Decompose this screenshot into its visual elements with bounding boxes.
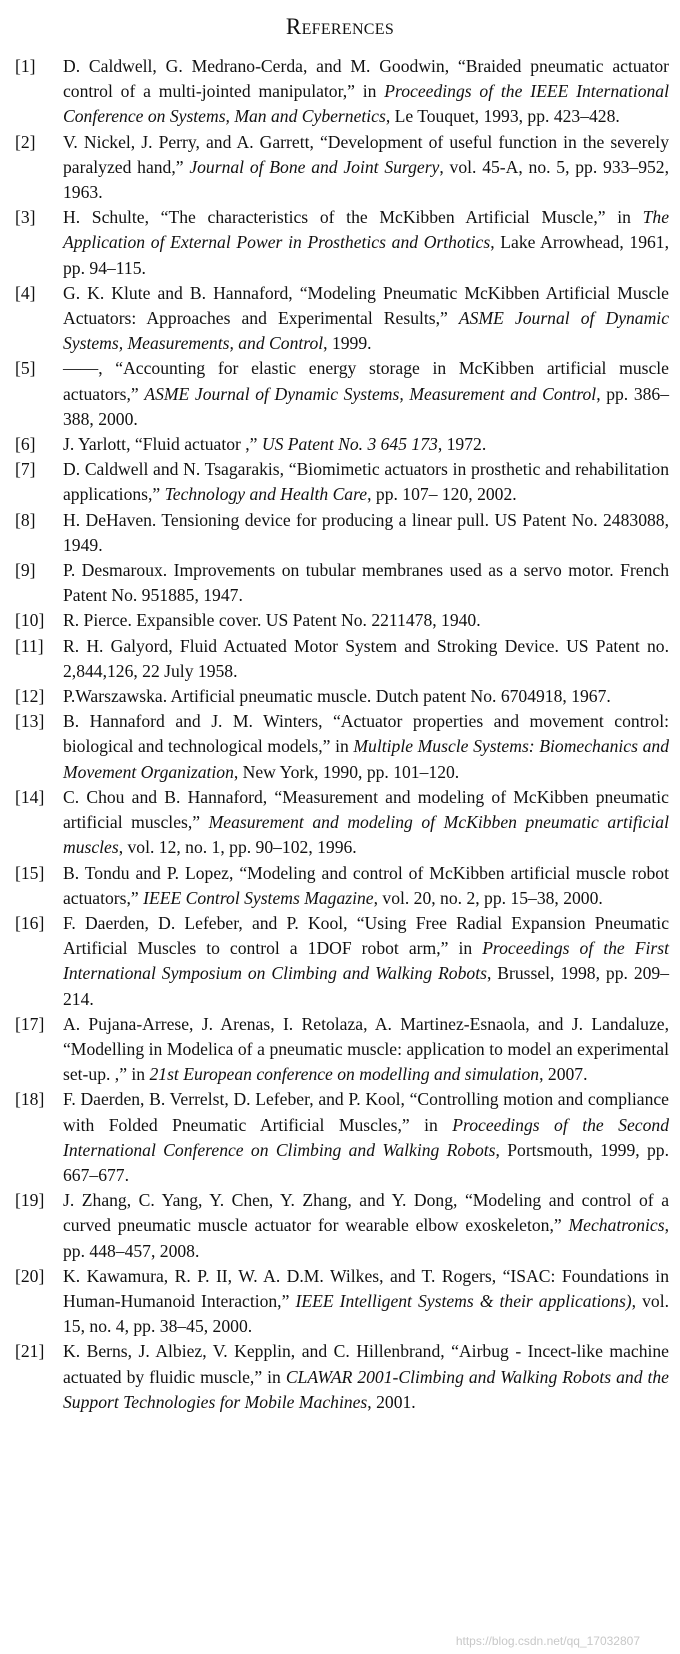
reference-text <box>63 54 669 130</box>
reference-text <box>63 634 669 684</box>
reference-text-part: , vol. 20, no. 2, pp. 15–38, 2000. <box>373 887 603 908</box>
reference-text <box>63 130 669 206</box>
reference-text-part: , vol. 15, no. 4, pp. 38–45, 2000. <box>63 1290 669 1337</box>
reference-item <box>0 54 680 130</box>
reference-item <box>0 608 680 633</box>
reference-source: CLAWAR 2001-Climbing and Walking Robots and the Support Technologies for Mobile Machines <box>63 1366 669 1412</box>
reference-number: [21] <box>15 1341 45 1362</box>
reference-item <box>0 558 680 608</box>
reference-text <box>63 709 669 785</box>
reference-text <box>63 457 669 507</box>
reference-text <box>63 205 669 281</box>
reference-text-part: , 1972. <box>437 434 487 455</box>
reference-text-part: F. Daerden, D. Lefeber, and P. Kool, “Using Free Radial Expansion Pneumatic Artificial Muscles to control a 1DOF robot arm,” in <box>63 912 669 959</box>
reference-source: Journal of Bone and Joint Surgery <box>189 156 440 177</box>
reference-source: ASME Journal of Dynamic Systems, Measurement and Control <box>144 383 597 404</box>
reference-number: [13] <box>15 711 45 732</box>
reference-number: [19] <box>15 1190 45 1211</box>
reference-number: [7] <box>15 459 36 480</box>
reference-text-part: , Brussel, 1998, pp. 209–214. <box>63 963 669 1009</box>
reference-text-part: , New York, 1990, pp. 101–120. <box>233 761 460 782</box>
reference-text <box>63 1012 669 1088</box>
reference-text-part: , Lake Arrowhead, 1961, pp. 94–115. <box>63 232 669 278</box>
reference-text <box>63 1264 669 1340</box>
reference-text-part: G. K. Klute and B. Hannaford, “Modeling Pneumatic McKibben Artificial Muscle Actuators: Approaches and Experimental Results,” <box>63 282 669 329</box>
reference-text-part: , pp. 386–388, 2000. <box>63 383 670 429</box>
reference-number: [12] <box>15 686 45 707</box>
references-heading: References <box>285 14 395 39</box>
reference-text <box>63 911 669 1012</box>
reference-item <box>0 861 680 911</box>
reference-item <box>0 432 680 457</box>
watermark: https://blog.csdn.net/qq_17032807 <box>455 1634 640 1648</box>
reference-text-part: H. DeHaven. Tensioning device for producing a linear pull. US Patent No. 2483088, 1949. <box>63 509 669 555</box>
reference-text-part: F. Daerden, B. Verrelst, D. Lefeber, and P. Kool, “Controlling motion and compliance with Folded Pneumatic Artificial Muscles,” in <box>63 1089 669 1135</box>
reference-text <box>63 281 669 357</box>
reference-item <box>0 205 680 281</box>
reference-text-part: B. Tondu and P. Lopez, “Modeling and control of McKibben artificial muscle robot actuators,” <box>63 862 669 908</box>
reference-text <box>63 1188 669 1264</box>
reference-source: Technology and Health Care <box>164 484 368 505</box>
reference-item <box>0 508 680 558</box>
reference-source: Proceedings of the First International Symposium on Climbing and Walking Robots <box>63 938 669 984</box>
reference-number: [20] <box>15 1265 45 1286</box>
reference-text <box>63 558 669 608</box>
reference-number: [2] <box>15 131 36 152</box>
reference-source: IEEE Intelligent Systems & their applications) <box>295 1290 632 1311</box>
reference-text-part: ——, “Accounting for elastic energy storage in McKibben artificial muscle actuators,” <box>63 358 669 404</box>
reference-text-part: , 2001. <box>367 1391 416 1412</box>
reference-text-part: B. Hannaford and J. M. Winters, “Actuator properties and movement control: biological and technological models,” in <box>63 711 669 757</box>
reference-source: Multiple Muscle Systems: Biomechanics and Movement Organization <box>63 736 669 782</box>
reference-text-part: , Portsmouth, 1999, pp. 667–677. <box>63 1139 669 1185</box>
reference-number: [4] <box>15 282 36 303</box>
reference-text-part: J. Zhang, C. Yang, Y. Chen, Y. Zhang, and Y. Dong, “Modeling and control of a curved pneumatic muscle actuator for wearable elbow exoskeleton,” <box>63 1190 669 1236</box>
reference-text <box>63 861 669 911</box>
reference-number: [17] <box>15 1013 45 1034</box>
reference-number: [9] <box>15 560 36 581</box>
reference-source: Proceedings of the Second International Conference on Climbing and Walking Robots <box>63 1114 669 1160</box>
reference-item <box>0 684 680 709</box>
reference-item <box>0 1264 680 1340</box>
reference-text <box>63 1087 669 1188</box>
reference-number: [10] <box>15 610 45 631</box>
reference-number: [5] <box>15 358 36 379</box>
reference-number: [14] <box>15 786 45 807</box>
reference-item <box>0 1087 680 1188</box>
reference-text-part: P.Warszawska. Artificial pneumatic muscle. Dutch patent No. 6704918, 1967. <box>63 686 611 707</box>
reference-text-part: , 1999. <box>323 333 372 354</box>
reference-text-part: K. Berns, J. Albiez, V. Kepplin, and C. Hillenbrand, “Airbug - Incect-like machine actuated by fluidic muscle,” in <box>63 1341 669 1387</box>
reference-item <box>0 911 680 1012</box>
reference-text-part: J. Yarlott, “Fluid actuator ,” <box>63 434 262 455</box>
reference-item <box>0 634 680 684</box>
reference-text-part: C. Chou and B. Hannaford, “Measurement and modeling of McKibben pneumatic artificial muscles,” <box>63 786 669 833</box>
reference-number: [15] <box>15 862 45 883</box>
reference-item <box>0 1188 680 1264</box>
reference-text-part: V. Nickel, J. Perry, and A. Garrett, “Development of useful function in the severely paralyzed hand,” <box>63 131 669 177</box>
reference-text <box>63 356 669 432</box>
reference-text-part: K. Kawamura, R. P. II, W. A. D.M. Wilkes, and T. Rogers, “ISAC: Foundations in Human-Humanoid Interaction,” <box>63 1265 669 1311</box>
reference-text-part: A. Pujana-Arrese, J. Arenas, I. Retolaza, A. Martinez-Esnaola, and J. Landaluze, “Modelling in Modelica of a pneumatic muscle: application to model an experimental set-up. ,” in <box>63 1013 669 1085</box>
reference-text-part: D. Caldwell, G. Medrano-Cerda, and M. Goodwin, “Braided pneumatic actuator control of a multi-jointed manipulator,” in <box>63 56 669 102</box>
reference-list <box>0 54 680 1415</box>
reference-item <box>0 785 680 861</box>
reference-number: [16] <box>15 912 45 933</box>
reference-source: The Application of External Power in Prosthetics and Orthotics <box>63 207 669 253</box>
reference-text-part: , Le Touquet, 1993, pp. 423–428. <box>385 106 620 127</box>
reference-number: [6] <box>15 434 36 455</box>
reference-text-part: , pp. 448–457, 2008. <box>63 1215 669 1261</box>
reference-text <box>63 684 669 709</box>
reference-number: [18] <box>15 1089 45 1110</box>
reference-item <box>0 709 680 785</box>
reference-text-part: , pp. 107– 120, 2002. <box>367 484 517 505</box>
reference-source: IEEE Control Systems Magazine <box>143 887 374 908</box>
reference-number: [3] <box>15 207 36 228</box>
reference-text <box>63 785 669 861</box>
reference-source: Proceedings of the IEEE International Conference on Systems, Man and Cybernetics <box>63 81 669 127</box>
reference-text-part: H. Schulte, “The characteristics of the McKibben Artificial Muscle,” in <box>63 207 643 228</box>
reference-source: 21st European conference on modelling and simulation <box>149 1064 540 1085</box>
reference-text-part: , vol. 12, no. 1, pp. 90–102, 1996. <box>118 837 357 858</box>
reference-text <box>63 1339 669 1415</box>
reference-item <box>0 130 680 206</box>
reference-item <box>0 356 680 432</box>
reference-item <box>0 1339 680 1415</box>
reference-text-part: R. H. Galyord, Fluid Actuated Motor System and Stroking Device. US Patent no. 2,844,126, 22 July 1958. <box>63 635 669 681</box>
reference-number: [11] <box>15 635 44 656</box>
reference-item <box>0 281 680 357</box>
reference-text-part: R. Pierce. Expansible cover. US Patent No. 2211478, 1940. <box>63 610 481 631</box>
reference-text <box>63 508 669 558</box>
reference-item <box>0 457 680 507</box>
reference-number: [1] <box>15 56 36 76</box>
reference-text-part: D. Caldwell and N. Tsagarakis, “Biomimetic actuators in prosthetic and rehabilitation applications,” <box>63 459 669 505</box>
reference-number: [8] <box>15 509 36 530</box>
reference-text-part: P. Desmaroux. Improvements on tubular membranes used as a servo motor. French Patent No. 951885, 1947. <box>63 560 669 606</box>
reference-source: US Patent No. 3 645 173 <box>261 434 438 455</box>
reference-source: Measurement and modeling of McKibben pneumatic artificial muscles <box>63 812 669 858</box>
reference-text-part: , vol. 45-A, no. 5, pp. 933–952, 1963. <box>63 156 669 203</box>
reference-text <box>63 608 669 633</box>
reference-item <box>0 1012 680 1088</box>
reference-text <box>63 432 669 457</box>
reference-source: ASME Journal of Dynamic Systems, Measurements, and Control <box>63 308 669 354</box>
reference-text-part: , 2007. <box>539 1064 588 1085</box>
reference-source: Mechatronics <box>568 1215 665 1236</box>
